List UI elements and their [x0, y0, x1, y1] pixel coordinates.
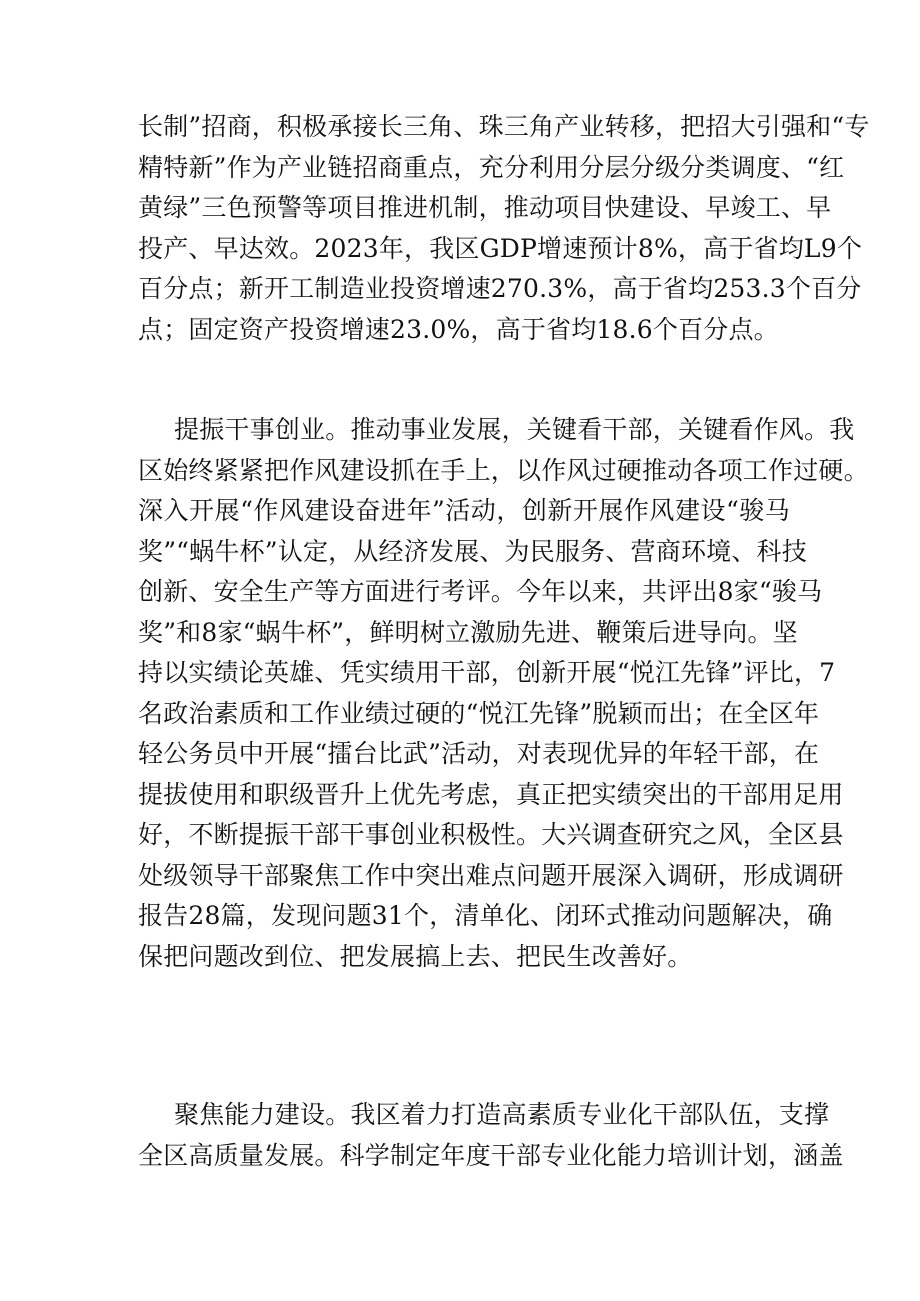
text-line: 处级领导干部聚焦工作中突出难点问题开展深入调研，形成调研 — [138, 860, 844, 890]
text-line: 名政治素质和工作业绩过硬的“悦江先锋”脱颖而出；在全区年 — [138, 698, 820, 728]
text-line: 长制”招商，积极承接长三角、珠三角产业转移，把招大引强和“专 — [138, 112, 870, 141]
text-line: 全区高质量发展。科学制定年度干部专业化能力培训计划，涵盖 — [138, 1140, 844, 1170]
paragraph-2 — [138, 410, 869, 977]
text-line: 奖”“蜗牛杯”认定，从经济发展、为民服务、营商环境、科技 — [138, 536, 807, 566]
text-line: 黄绿”三色预警等项目推进机制，推动项目快建设、早竣工、早 — [138, 193, 832, 222]
text-line: 点；固定资产投资增速23.0%，高于省均18.6个百分点。 — [138, 314, 779, 344]
text-line: 报告28篇，发现问题31个，清单化、闭环式推动问题解决，确 — [138, 901, 833, 930]
text-line: 持以实绩论英雄、凭实绩用干部，创新开展“悦江先锋”评比，7 — [138, 658, 836, 687]
text-line: 深入开展“作风建设奋进年”活动，创新开展作风建设“骏马 — [138, 496, 790, 525]
text-line: 百分点；新开工制造业投资增速270.3%，高于省均253.3个百分 — [138, 274, 862, 303]
text-line: 区始终紧紧把作风建设抓在手上，以作风过硬推动各项工作过硬。 — [138, 455, 869, 485]
text-line: 创新、安全生产等方面进行考评。今年以来，共评出8家“骏马 — [138, 577, 823, 606]
text-line: 提拔使用和职级晋升上优先考虑，真正把实绩突出的干部用足用 — [138, 779, 844, 809]
text-line: 精特新”作为产业链招商重点，充分利用分层分级分类调度、“红 — [138, 152, 845, 182]
text-line: 轻公务员中开展“擂台比武”活动，对表现优异的年轻干部，在 — [138, 739, 820, 768]
text-line: 保把问题改到位、把发展搞上去、把民生改善好。 — [138, 941, 693, 971]
text-line: 投产、早达效。2023年，我区GDP增速预计8%，高于省均L9个 — [138, 233, 863, 263]
paragraph-1 — [138, 107, 870, 350]
paragraph-3 — [138, 1095, 844, 1176]
text-line: 聚焦能力建设。我区着力打造高素质专业化干部队伍，支撑 — [174, 1100, 830, 1129]
text-line: 奖”和8家“蜗牛杯”，鲜明树立激励先进、鞭策后进导向。坚 — [138, 617, 798, 647]
text-line: 提振干事创业。推动事业发展，关键看干部，关键看作风。我 — [174, 415, 855, 444]
text-line: 好，不断提振干部干事创业积极性。大兴调查研究之风，全区县 — [138, 820, 844, 849]
